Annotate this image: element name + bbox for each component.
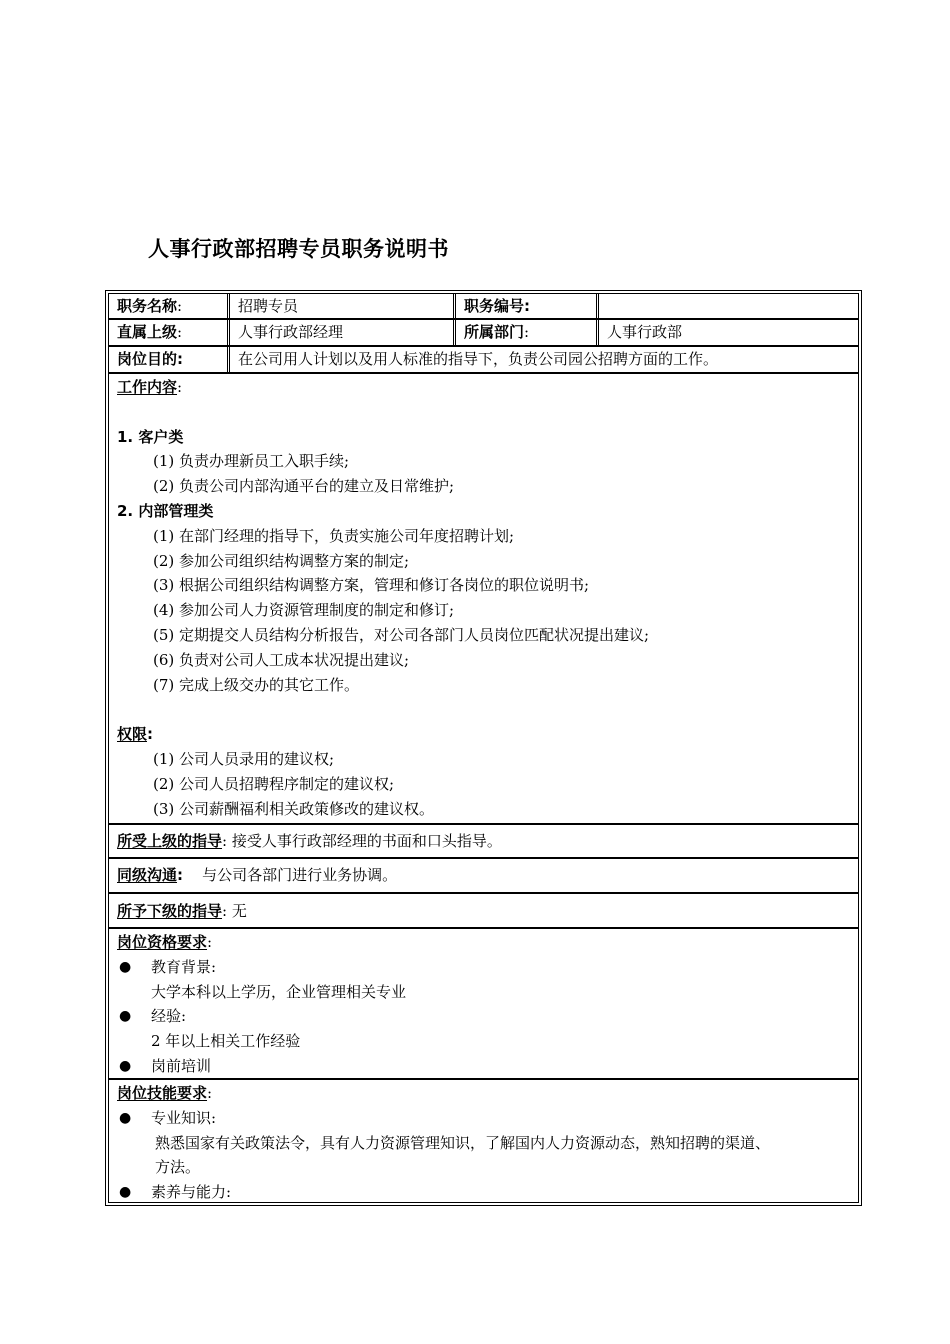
dept-label-cell: 所属部门: <box>453 320 596 345</box>
section-title-internal: 2. 内部管理类 <box>117 501 214 520</box>
subordinate-label: 所予下级的指导 <box>117 902 223 920</box>
dept-value: 人事行政部 <box>596 320 858 345</box>
row-superior <box>108 319 859 346</box>
guidance-value: 接受人事行政部经理的书面和口头指导。 <box>231 832 502 850</box>
subordinate-value: 无 <box>231 902 247 920</box>
row-job-name <box>108 293 859 319</box>
list-item: ● 经验: <box>117 1004 850 1029</box>
peer-value: 与公司各部门进行业务协调。 <box>202 866 398 884</box>
skills-heading: 岗位技能要求 <box>117 1084 208 1102</box>
work-content-heading: 工作内容 <box>117 378 178 396</box>
bullet-icon: ● <box>119 1057 132 1074</box>
list-item: (5) 定期提交人员结构分析报告，对公司各部门人员岗位匹配状况提出建议; <box>153 625 650 644</box>
job-code-label-cell: 职务编号: <box>453 294 596 318</box>
superior-value: 人事行政部经理 <box>227 320 453 345</box>
purpose-value: 在公司用人计划以及用人标准的指导下，负责公司园公招聘方面的工作。 <box>227 347 858 372</box>
superior-label: 直属上级 <box>117 323 178 341</box>
list-item: (1) 在部门经理的指导下，负责实施公司年度招聘计划; <box>153 526 515 545</box>
superior-label-cell: 直属上级: <box>117 323 183 341</box>
list-item: ● 岗前培训 <box>117 1054 850 1079</box>
document-title: 人事行政部招聘专员职务说明书 <box>148 237 449 261</box>
list-item: (2) 公司人员招聘程序制定的建议权; <box>153 774 395 793</box>
list-item-detail: 方法。 <box>155 1158 201 1177</box>
bullet-icon: ● <box>119 958 132 975</box>
list-item-detail: 熟悉国家有关政策法令，具有人力资源管理知识，了解国内人力资源动态，熟知招聘的渠道、 <box>155 1133 771 1152</box>
list-item: (2) 参加公司组织结构调整方案的制定; <box>153 551 410 570</box>
bullet-icon: ● <box>119 1109 132 1126</box>
qualification-heading: 岗位资格要求 <box>117 933 208 951</box>
job-code-label: 职务编号 <box>464 297 525 315</box>
list-item-detail: 大学本科以上学历，企业管理相关专业 <box>151 982 407 1001</box>
row-purpose <box>108 346 859 373</box>
dept-label: 所属部门 <box>464 323 525 341</box>
skills-section: 岗位技能要求: ● 专业知识: 熟悉国家有关政策法令，具有人力资源管理知识，了解国内人力资源动态，熟知招聘的渠道、 方法。 ● 素养与能力: <box>108 1079 859 1203</box>
peer-label: 同级沟通 <box>117 866 178 884</box>
superior-guidance-row: 所受上级的指导: 接受人事行政部经理的书面和口头指导。 <box>108 824 859 858</box>
job-name-value: 招聘专员 <box>227 294 453 318</box>
list-item: (7) 完成上级交办的其它工作。 <box>153 675 360 694</box>
subordinate-guidance-row: 所予下级的指导: 无 <box>108 893 859 928</box>
authority-heading: 权限 <box>117 725 148 744</box>
list-item: (6) 负责对公司人工成本状况提出建议; <box>153 650 410 669</box>
job-name-label-cell: 职务名称: <box>117 297 183 315</box>
purpose-label-cell: 岗位目的: <box>117 350 184 368</box>
list-item: (1) 负责办理新员工入职手续; <box>153 452 350 471</box>
job-description-table <box>105 290 862 1206</box>
list-item: (2) 负责公司内部沟通平台的建立及日常维护; <box>153 477 455 496</box>
bullet-icon: ● <box>119 1008 132 1025</box>
job-name-label: 职务名称 <box>117 297 178 315</box>
work-content-section: 工作内容: 1. 客户类 (1) 负责办理新员工入职手续; (2) 负责公司内部沟通平台的建立及日常维护; 2. 内部管理类 (1) 在部门经理的指导下，负责实施公司年度招聘计划; (2) 参加公司组织结构调整方案的制定; (3) 根据公司组织结构调整方案，管理和修订各岗位的职位说明书; (4) 参加公司人力资源管理制度的制定和修订; (5) 定期提交人员结构分析报告，对公司各部门人员岗位匹配状况提出建议; (6) 负责对公司人工成本状况提出建议; (7) 完成上级交办的其它工作。 权限: (1) 公司人员录用的建议权; (2) 公司人员招聘程序制定的建议权; (3) 公司薪酬福利相关政策修改的建议权。 <box>108 373 859 824</box>
peer-communication-row: 同级沟通: 与公司各部门进行业务协调。 <box>108 858 859 893</box>
list-item-detail: 2 年以上相关工作经验 <box>151 1032 301 1051</box>
guidance-label: 所受上级的指导 <box>117 832 223 850</box>
job-code-value <box>596 294 858 318</box>
section-title-customer: 1. 客户类 <box>117 427 184 446</box>
list-item: (3) 根据公司组织结构调整方案，管理和修订各岗位的职位说明书; <box>153 576 590 595</box>
list-item: (3) 公司薪酬福利相关政策修改的建议权。 <box>153 799 435 818</box>
bullet-icon: ● <box>119 1184 132 1201</box>
list-item: (1) 公司人员录用的建议权; <box>153 749 335 768</box>
list-item: ● 专业知识: <box>117 1106 850 1131</box>
list-item: (4) 参加公司人力资源管理制度的制定和修订; <box>153 601 455 620</box>
list-item: ● 素养与能力: <box>117 1180 850 1205</box>
purpose-label: 岗位目的 <box>117 350 178 368</box>
list-item: ● 教育背景: <box>117 955 850 980</box>
qualification-section: 岗位资格要求: ● 教育背景: 大学本科以上学历，企业管理相关专业 ● 经验: 2 年以上相关工作经验 ● 岗前培训 <box>108 928 859 1079</box>
